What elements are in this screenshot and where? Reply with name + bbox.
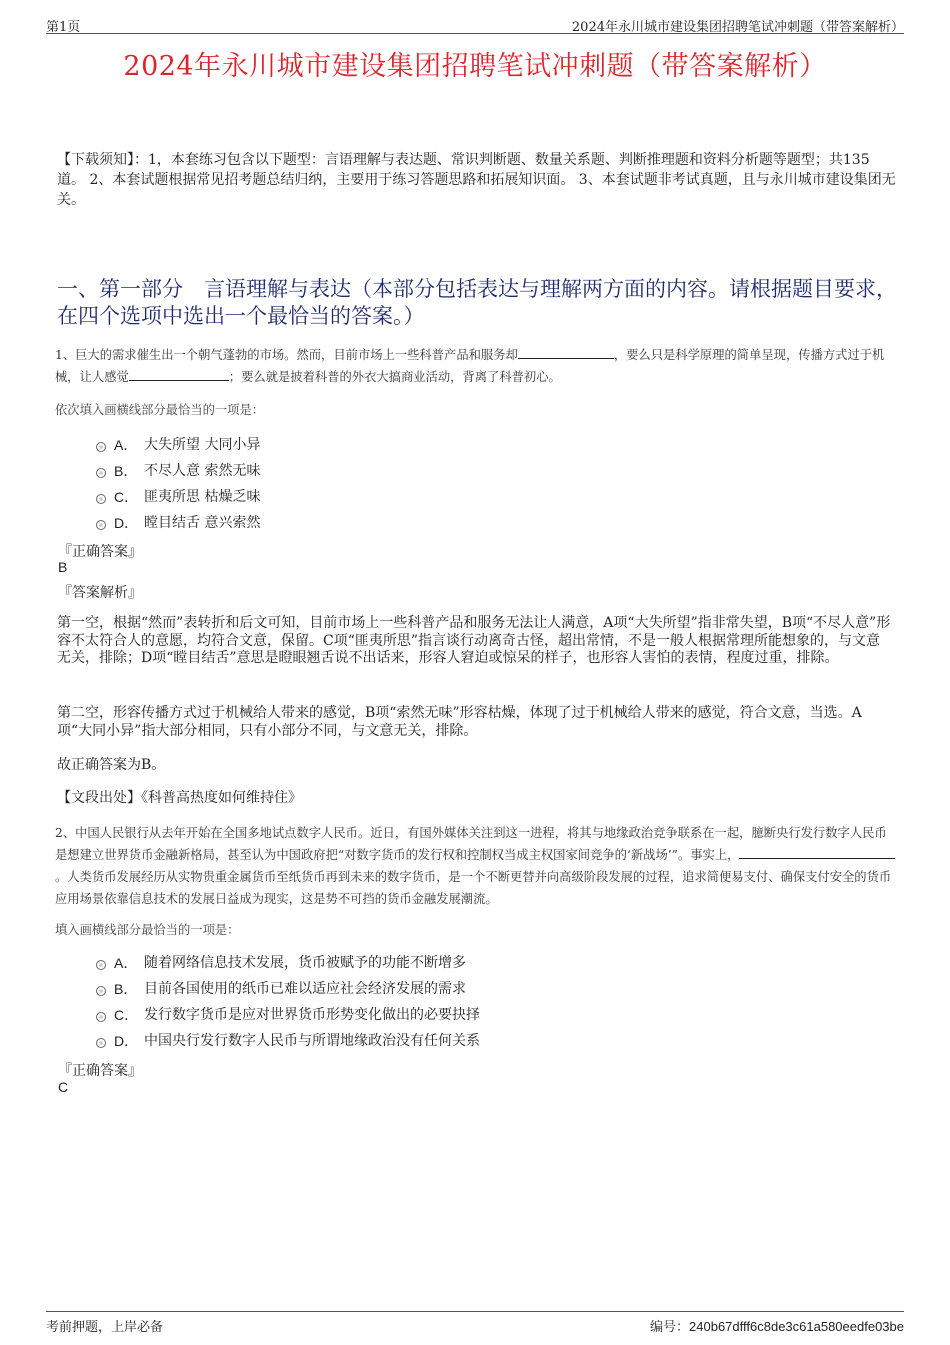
- q2-option-d[interactable]: D． 中国央行发行数字人民币与所谓地缘政治没有任何关系: [96, 1028, 480, 1054]
- q2-answer-label: 『正确答案』: [58, 1063, 142, 1079]
- radio-icon[interactable]: [96, 1012, 106, 1022]
- q1-answer-label: 『正确答案』: [58, 544, 142, 560]
- radio-icon[interactable]: [96, 494, 106, 504]
- q1-option-b[interactable]: B． 不尽人意 索然无味: [96, 458, 260, 484]
- page-header: [46, 14, 904, 34]
- q1-source: 【文段出处】《科普高热度如何维持住》: [57, 790, 302, 806]
- radio-icon[interactable]: [96, 986, 106, 996]
- q2-text-part-a: 2、中国人民银行从去年开始在全国多地试点数字人民币。近日，有国外媒体关注到这一进程，将其与地缘政治竞争联系在一起，臆断央行发行数字人民币是想建立世界货币金融新格局，甚至认为中国政府把“对数字货币的发行权和控制权当成主权国家间竞争的‘新战场’”。事实上，: [55, 826, 887, 862]
- q1-analysis-paragraph-2: 第二空，形容传播方式过于机械给人带来的感觉，B项“索然无味”形容枯燥，体现了过于机械给人带来的感觉，符合文意，当选。A项“大同小异”指大部分相同，只有小部分不同，与文意无关，排除。: [57, 705, 862, 739]
- q1-text-part-b: ，要么只是科学原理的简单呈现，传播方式过于机械，让人感觉: [55, 348, 885, 384]
- footer-code-label: 编号：: [650, 1320, 690, 1335]
- q1-answer: B: [58, 559, 68, 575]
- q1-option-a[interactable]: A． 大失所望 大同小异: [96, 432, 260, 458]
- q1-options: [96, 432, 260, 536]
- q1-analysis-conclusion: 故正确答案为B。: [57, 757, 166, 773]
- q2-option-b[interactable]: B． 目前各国使用的纸币已难以适应社会经济发展的需求: [96, 976, 480, 1002]
- page-number: 第1页: [46, 20, 81, 35]
- q1-blank-1: [518, 346, 614, 359]
- q2-prompt: 填入画横线部分最恰当的一项是：: [55, 923, 240, 937]
- radio-icon[interactable]: [96, 468, 106, 478]
- section-heading: 一、第一部分 言语理解与表达（本部分包括表达与理解两方面的内容。请根据题目要求，在四个选项中选出一个最恰当的答案。）: [57, 277, 897, 328]
- radio-icon[interactable]: [96, 520, 106, 530]
- q1-prompt: 依次填入画横线部分最恰当的一项是：: [55, 403, 265, 417]
- header-doc-title: 2024年永川城市建设集团招聘笔试冲刺题（带答案解析）: [571, 20, 904, 35]
- q2-option-c[interactable]: C． 发行数字货币是应对世界货币形势变化做出的必要抉择: [96, 1002, 480, 1028]
- q2-answer: C: [58, 1079, 69, 1095]
- document-title: 2024年永川城市建设集团招聘笔试冲刺题（带答案解析）: [123, 51, 827, 82]
- q1-analysis-label: 『答案解析』: [58, 585, 142, 601]
- q1-option-c[interactable]: C． 匪夷所思 枯燥乏味: [96, 484, 260, 510]
- q2-text-part-b: 。人类货币发展经历从实物贵重金属货币至纸货币再到未来的数字货币，是一个不断更替并向高级阶段发展的过程，追求简便易支付、确保支付安全的货币应用场景依靠信息技术的发展日益成为现实，这是势不可挡的货币金融发展潮流。: [55, 870, 892, 906]
- radio-icon[interactable]: [96, 1038, 106, 1048]
- q1-text-part-a: 1、巨大的需求催生出一个朝气蓬勃的市场。然而，目前市场上一些科普产品和服务却: [55, 348, 518, 362]
- q2-options: [96, 950, 480, 1054]
- footer-slogan: 考前押题，上岸必备: [46, 1320, 164, 1335]
- question-2-text: [55, 822, 897, 910]
- question-1-text: [55, 344, 897, 388]
- footer-code: [650, 1316, 904, 1335]
- q1-option-d[interactable]: D． 瞠目结舌 意兴索然: [96, 510, 260, 536]
- radio-icon[interactable]: [96, 442, 106, 452]
- q1-blank-2: [129, 368, 229, 381]
- radio-icon[interactable]: [96, 960, 106, 970]
- q2-option-a[interactable]: A． 随着网络信息技术发展，货币被赋予的功能不断增多: [96, 950, 480, 976]
- footer-code-value: 240b67dfff6c8de3c61a580eedfe03be: [689, 1319, 904, 1334]
- q2-blank-1: [739, 846, 895, 859]
- page-footer: [46, 1311, 904, 1335]
- download-notice: 【下载须知】：1，本套练习包含以下题型：言语理解与表达题、常识判断题、数量关系题、判断推理题和资料分析题等题型；共135道。 2、本套试题根据常见招考题总结归纳，主要用于练习答题思路和拓展知识面。 3、本套试题非考试真题，且与永川城市建设集团无关。: [57, 152, 896, 208]
- q1-text-part-c: ；要么就是披着科普的外衣大搞商业活动，背离了科普初心。: [228, 370, 561, 384]
- q1-analysis-paragraph-1: 第一空，根据“然而”表转折和后文可知，目前市场上一些科普产品和服务无法让人满意，A项“大失所望”指非常失望，B项“不尽人意”形容不太符合人的意愿，均符合文意，保留。C项“匪夷所思”指言谈行动离奇古怪，超出常情，不是一般人根据常理所能想象的，与文意无关，排除；D项“瞠目结舌”意思是瞪眼翘舌说不出话来，形容人窘迫或惊呆的样子，也形容人害怕的表情，程度过重，排除。: [57, 615, 891, 666]
